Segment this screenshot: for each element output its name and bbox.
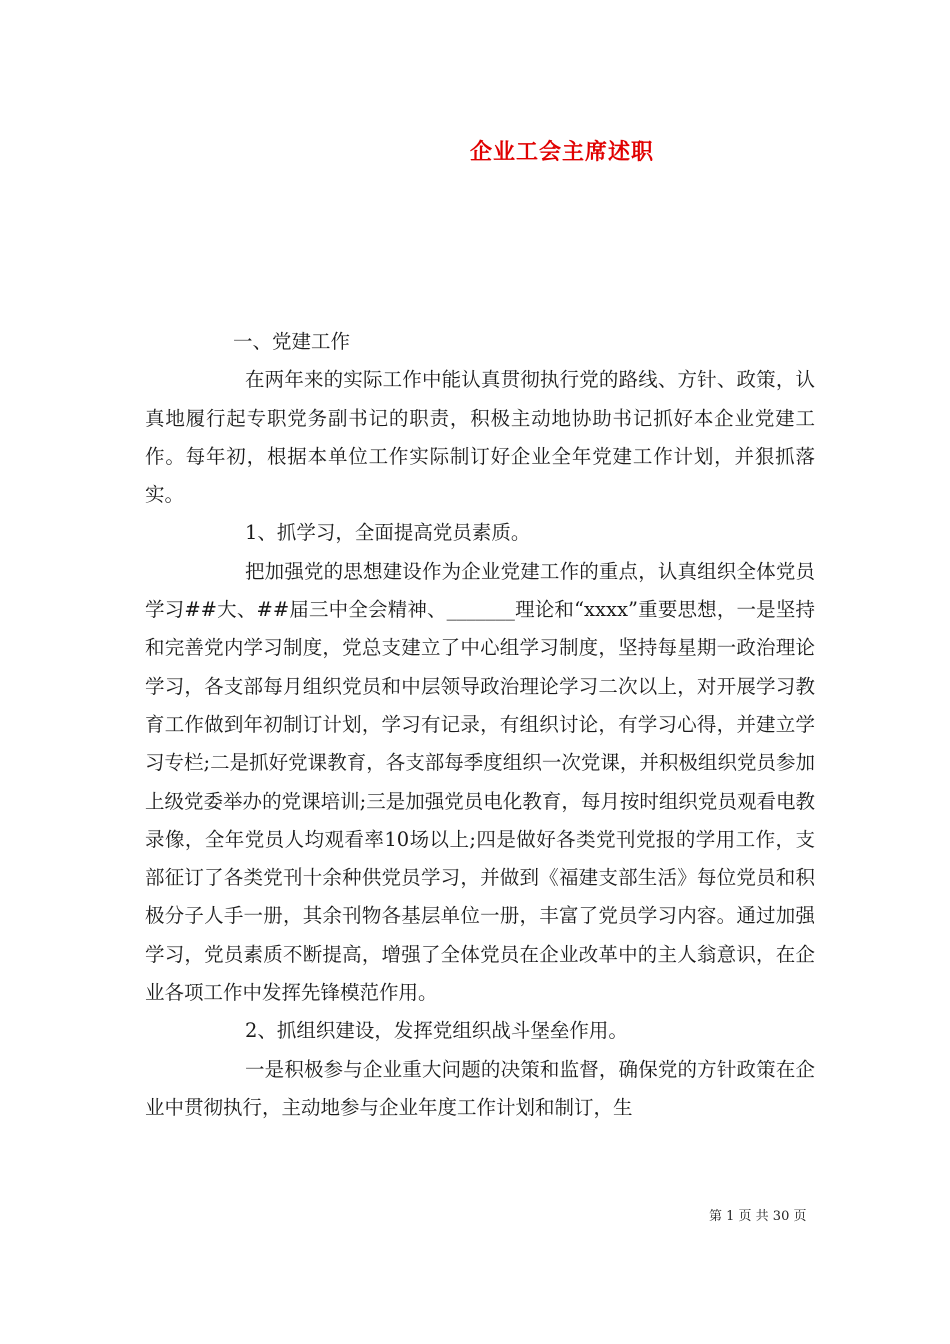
document-body: [145, 323, 815, 1127]
document-title: 企业工会主席述职: [470, 139, 655, 165]
page-number: 第 1 页 共 30 页: [709, 1209, 807, 1224]
body-paragraph: 把加强党的思想建设作为企业党建工作的重点，认真组织全体党员学习##大、##届三中全会精神、_______理论和“xxxx”重要思想，一是坚持和完善党内学习制度，党总支建立了中心组学习制度，坚持每星期一政治理论学习，各支部每月组织党员和中层领导政治理论学习二次以上，对开展学习教育工作做到年初制订计划，学习有记录，有组织讨论，有学习心得，并建立学习专栏;二是抓好党课教育，各支部每季度组织一次党课，并积极组织党员参加上级党委举办的党课培训;三是加强党员电化教育，每月按时组织党员观看电教录像，全年党员人均观看率10场以上;四是做好各类党刊党报的学用工作，支部征订了各类党刊十余种供党员学习，并做到《福建支部生活》每位党员和积极分子人手一册，其余刊物各基层单位一册，丰富了党员学习内容。通过加强学习，党员素质不断提高，增强了全体党员在企业改革中的主人翁意识，在企业各项工作中发挥先锋模范作用。: [145, 559, 815, 1005]
body-paragraph: 一是积极参与企业重大问题的决策和监督，确保党的方针政策在企业中贯彻执行，主动地参与企业年度工作计划和制订，生: [145, 1057, 815, 1119]
section-heading: 一、党建工作: [233, 330, 351, 353]
body-paragraph: 在两年来的实际工作中能认真贯彻执行党的路线、方针、政策，认真地履行起专职党务副书记的职责，积极主动地协助书记抓好本企业党建工作。每年初，根据本单位工作实际制订好企业全年党建工作计划，并狠抓落实。: [145, 368, 815, 507]
subsection-heading: 1、抓学习，全面提高党员素质。: [245, 521, 531, 545]
subsection-heading: 2、抓组织建设，发挥党组织战斗堡垒作用。: [245, 1019, 628, 1043]
